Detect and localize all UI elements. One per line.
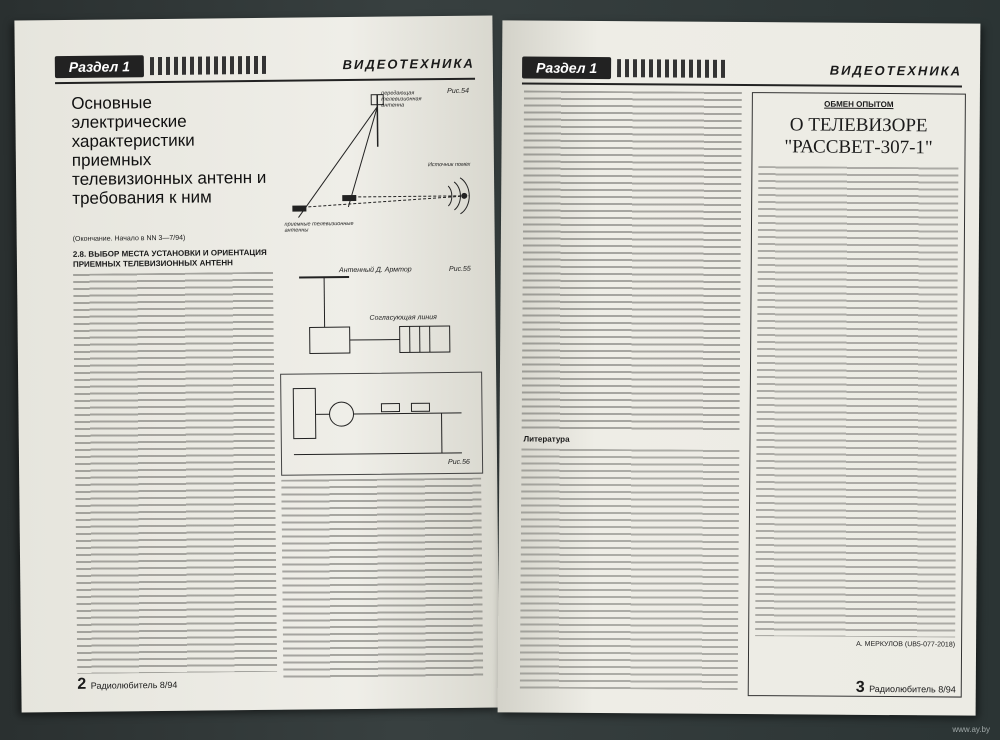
right-page — [498, 20, 981, 715]
right-folio — [856, 679, 956, 698]
fig56-caption: Рис.56 — [448, 458, 470, 467]
right-main-text — [522, 90, 742, 432]
right-page-number: 3 — [855, 678, 865, 696]
header-stripes-right — [617, 59, 727, 78]
fig54-label-receivers: приемные телевизионные антенны — [284, 220, 354, 234]
literature-heading: Литература — [523, 434, 570, 444]
left-page-number: 2 — [77, 675, 87, 693]
fig55-label-antenna: Антенный Д. Армтор — [338, 266, 412, 275]
fig54-caption: Рис.54 — [447, 87, 469, 95]
running-head-right: ВИДЕОТЕХНИКА — [829, 62, 963, 79]
sidebar-title-1: О ТЕЛЕВИЗОРЕ — [789, 114, 928, 137]
left-header — [55, 50, 475, 80]
figure-56 — [280, 372, 483, 476]
literature-lines — [520, 448, 740, 690]
fig55-label-line: Согласующая линия — [369, 314, 437, 322]
right-header — [522, 54, 962, 83]
subheading: 2.8. ВЫБОР МЕСТА УСТАНОВКИ И ОРИЕНТАЦИЯ ПРИЕМНЫХ ТЕЛЕВИЗИОННЫХ АНТЕНН — [72, 247, 267, 269]
section-badge-right: Раздел 1 — [522, 56, 611, 79]
figure-54 — [277, 86, 479, 248]
left-column-text — [73, 272, 277, 674]
left-column-lines — [73, 272, 277, 674]
left-column2-lines — [281, 478, 483, 680]
fig54-label-noise: Источник помех — [427, 161, 471, 169]
sidebar-box — [748, 92, 966, 697]
figure-55 — [279, 256, 480, 368]
header-rule-right — [522, 82, 962, 87]
left-folio — [77, 675, 177, 694]
left-page — [14, 16, 499, 713]
header-stripes — [150, 56, 270, 75]
section-badge: Раздел 1 — [55, 55, 144, 78]
right-magazine: Радиолюбитель 8/94 — [869, 683, 956, 695]
continuation-note: (Окончание. Начало в NN 3—7/94) — [72, 234, 186, 243]
fig54-label-transmitter: передающая телевизионная антенна — [381, 90, 422, 109]
right-main-lines — [522, 90, 742, 432]
sidebar-body-lines — [755, 166, 958, 637]
left-column2-text — [281, 478, 483, 680]
fig55-caption: Рис.55 — [448, 265, 471, 273]
sidebar-kicker: ОБМЕН ОПЫТОМ — [824, 99, 894, 110]
left-magazine: Радиолюбитель 8/94 — [90, 679, 178, 691]
article-title: Основные электрические характеристики приемных телевизионных антенн и требования к ним — [71, 93, 267, 208]
sidebar-title-2: "РАССВЕТ-307-1" — [784, 136, 933, 159]
sidebar-signature: А. МЕРКУЛОВ (UB5-077-2018) — [856, 640, 956, 649]
running-head: ВИДЕОТЕХНИКА — [342, 55, 475, 72]
literature-list — [520, 448, 740, 690]
watermark: www.ay.by — [952, 725, 990, 734]
